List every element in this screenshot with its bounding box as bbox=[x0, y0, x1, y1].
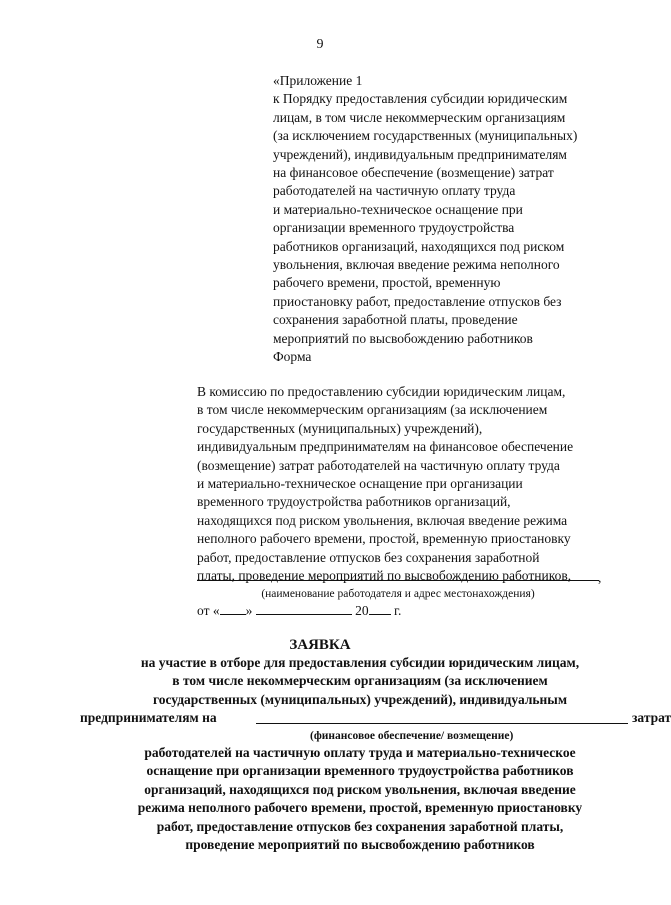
form-label: Форма bbox=[273, 349, 312, 364]
purpose-line: на участие в отборе для предоставления субсидии юридическим лицам, bbox=[140, 655, 580, 670]
appendix-line: увольнения, включая введение режима неполного bbox=[273, 257, 560, 273]
year-prefix: 20 bbox=[355, 603, 369, 618]
appendix-line: и материально-техническое оснащение при bbox=[273, 201, 523, 217]
appendix-header bbox=[273, 72, 633, 348]
purpose-blank-lead: предпринимателям на bbox=[80, 710, 217, 726]
purpose-blank-line bbox=[80, 709, 671, 727]
appendix-line: работников организаций, находящихся под риском bbox=[273, 238, 565, 254]
employer-name-blank[interactable] bbox=[197, 580, 599, 581]
date-quote-close: » bbox=[245, 603, 253, 618]
addressee-line: находящихся под риском увольнения, включая введение режима bbox=[197, 512, 568, 528]
support-type-blank[interactable] bbox=[256, 723, 628, 724]
purpose-blank-tail: затрат bbox=[632, 710, 671, 726]
fill-comma: , bbox=[598, 570, 602, 585]
addressee-block bbox=[197, 383, 617, 585]
appendix-line: приостановку работ, предоставление отпусков без bbox=[273, 293, 562, 309]
appendix-line: организации временного трудоустройства bbox=[273, 220, 515, 236]
purpose-line: в том числе некоммерческим организациям (за исключением bbox=[172, 673, 548, 689]
appendix-line: к Порядку предоставления субсидии юридическим bbox=[273, 91, 568, 107]
addressee-line: индивидуальным предпринимателям на финансовое обеспечение bbox=[197, 439, 574, 455]
appendix-line: рабочего времени, простой, временную bbox=[273, 275, 501, 291]
date-suffix: г. bbox=[393, 603, 402, 618]
addressee-line: государственных (муниципальных) учреждений), bbox=[197, 420, 483, 436]
addressee-line: неполного рабочего времени, простой, временную приостановку bbox=[197, 531, 571, 547]
appendix-line: (за исключением государственных (муниципальных) bbox=[273, 128, 578, 144]
purpose-line: организаций, находящихся под риском увольнения, включая введение bbox=[144, 781, 576, 797]
page-number: 9 bbox=[316, 37, 324, 52]
addressee-line: и материально-техническое оснащение при организации bbox=[197, 476, 523, 492]
appendix-line: сохранения заработной платы, проведение bbox=[273, 312, 518, 328]
purpose-line: режима неполного рабочего времени, простой, временную приостановку bbox=[137, 800, 583, 816]
appendix-line: на финансовое обеспечение (возмещение) затрат bbox=[273, 165, 554, 181]
employer-name-caption: (наименование работодателя и адрес местонахождения) bbox=[261, 588, 535, 600]
year-blank[interactable] bbox=[369, 602, 391, 615]
day-blank[interactable] bbox=[220, 602, 246, 615]
purpose-block bbox=[80, 654, 671, 744]
appendix-line: лицам, в том числе некоммерческим организациям bbox=[273, 109, 566, 125]
support-type-caption: (финансовое обеспечение/ возмещение) bbox=[310, 729, 514, 742]
purpose-line: государственных (муниципальных) учреждений), индивидуальным bbox=[152, 691, 568, 707]
addressee-line: В комиссию по предоставлению субсидии юридическим лицам, bbox=[197, 384, 566, 399]
addressee-line: (возмещение) затрат работодателей на частичную оплату труда bbox=[197, 457, 560, 473]
appendix-line: «Приложение 1 bbox=[273, 73, 363, 88]
appendix-line: учреждений), индивидуальным предпринимателям bbox=[273, 146, 567, 162]
appendix-line: мероприятий по высвобождению работников bbox=[273, 330, 533, 346]
addressee-line: в том числе некоммерческим организациям (за исключением bbox=[197, 402, 548, 418]
purpose-line: проведение мероприятий по высвобождению работников bbox=[185, 837, 535, 853]
purpose-block-continued bbox=[80, 744, 640, 854]
purpose-line: оснащение при организации временного трудоустройства работников bbox=[146, 763, 574, 779]
date-row bbox=[197, 602, 401, 619]
addressee-line: работ, предоставление отпусков без сохранения заработной bbox=[197, 549, 540, 565]
month-blank[interactable] bbox=[256, 602, 352, 615]
addressee-line: временного трудоустройства работников организаций, bbox=[197, 494, 511, 510]
date-prefix: от « bbox=[197, 603, 220, 618]
purpose-line: работ, предоставление отпусков без сохранения заработной платы, bbox=[156, 818, 564, 834]
purpose-line: работодателей на частичную оплату труда и материально-техническое bbox=[144, 745, 576, 760]
appendix-line: работодателей на частичную оплату труда bbox=[273, 183, 516, 199]
addressee-line: платы, проведение мероприятий по высвобождению работников, bbox=[197, 568, 572, 584]
document-title: ЗАЯВКА bbox=[289, 637, 351, 653]
